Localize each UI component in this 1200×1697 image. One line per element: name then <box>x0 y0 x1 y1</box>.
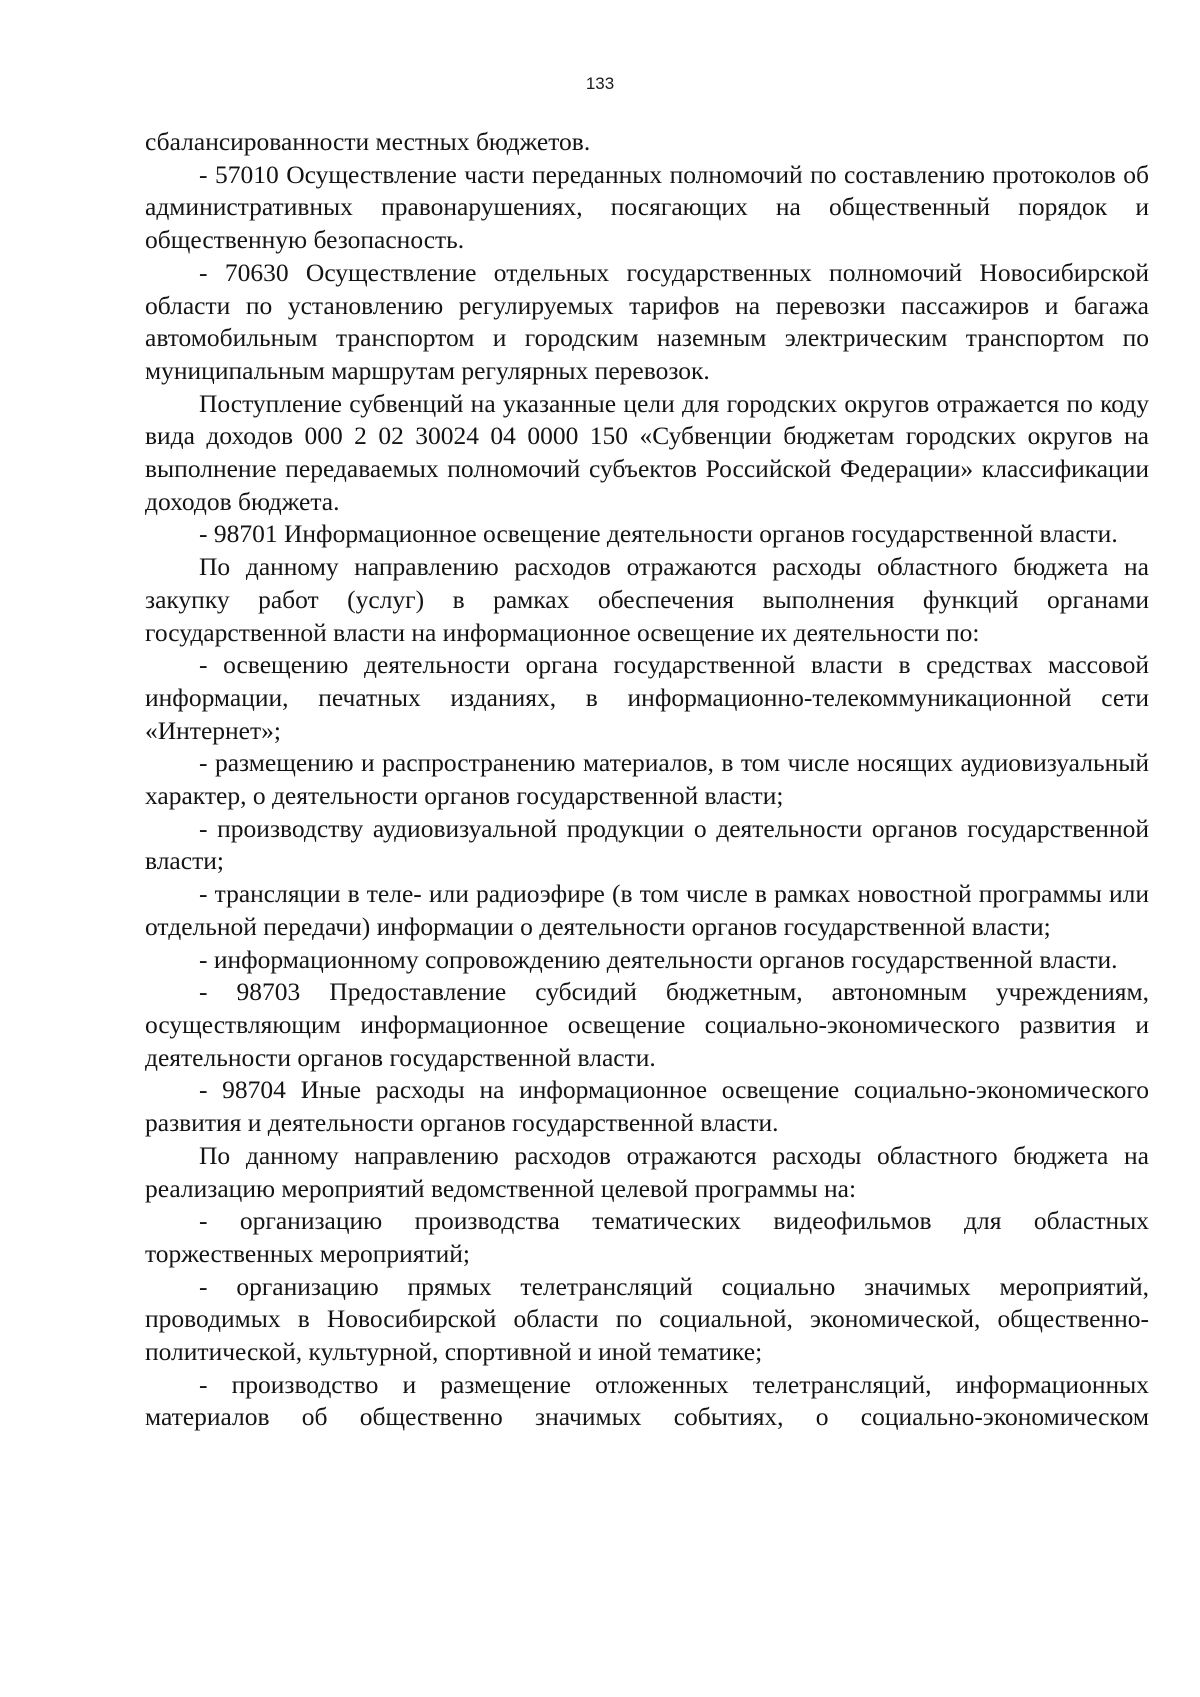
list-item-materials-distribution: - размещению и распространению материалов, в том числе носящих аудиовизуальный характер, о деятельности органов государственной власти; <box>145 748 1149 811</box>
document-body <box>145 126 1149 1434</box>
paragraph-continuation: сбалансированности местных бюджетов. <box>145 127 591 156</box>
paragraph-98701-description: По данному направлению расходов отражаются расходы областного бюджета на закупку работ (услуг) в рамках обеспечения выполнения функций органами государственной власти на информационное освещение их деятельности по: <box>145 552 1149 647</box>
paragraph-98704-description: По данному направлению расходов отражаются расходы областного бюджета на реализацию мероприятий ведомственной целевой программы на: <box>145 1140 1149 1203</box>
list-item-deferred-broadcasts: - производство и размещение отложенных телетрансляций, информационных материалов об общественно значимых событиях, о социально-экономическом <box>145 1369 1149 1432</box>
list-item-broadcasting: - трансляции в теле- или радиоэфире (в том числе в рамках новостной программы или отдельной передачи) информации о деятельности органов государственной власти; <box>145 879 1149 941</box>
list-item-thematic-films: - организацию производства тематических видеофильмов для областных торжественных мероприятий; <box>145 1206 1149 1268</box>
list-item-audiovisual-production: - производству аудиовизуальной продукции о деятельности органов государственной власти; <box>145 813 1149 876</box>
page-number: 133 <box>585 74 615 93</box>
paragraph-item-98704: - 98704 Иные расходы на информационное освещение социально-экономического развития и деятельности органов государственной власти. <box>145 1075 1149 1138</box>
list-item-media-coverage: - освещению деятельности органа государственной власти в средствах массовой информации, печатных изданиях, в информационно-телекоммуникационной сети «Интернет»; <box>145 650 1149 745</box>
list-item-live-broadcasts: - организацию прямых телетрансляций социально значимых мероприятий, проводимых в Новосибирской области по социальной, экономической, общественно-политической, культурной, спортивной и иной тематике; <box>145 1271 1149 1367</box>
list-item-information-support: - информационному сопровождению деятельности органов государственной власти. <box>199 944 1118 974</box>
paragraph-item-98701: - 98701 Информационное освещение деятельности органов государственной власти. <box>199 519 1118 549</box>
paragraph-subvention-revenue: Поступление субвенций на указанные цели для городских округов отражается по коду вида доходов 000 2 02 30024 04 0000 150 «Субвенции бюджетам городских округов на выполнение передаваемых полномочий субъектов Российской Федерации» классификации доходов бюджета. <box>145 388 1149 516</box>
paragraph-item-98703: - 98703 Предоставление субсидий бюджетным, автономным учреждениям, осуществляющим информационное освещение социально-экономического развития и деятельности органов государственной власти. <box>145 977 1149 1072</box>
paragraph-item-57010: - 57010 Осуществление части переданных полномочий по составлению протоколов об административных правонарушениях, посягающих на общественный порядок и общественную безопасность. <box>145 159 1149 255</box>
paragraph-item-70630: - 70630 Осуществление отдельных государственных полномочий Новосибирской области по установлению регулируемых тарифов на перевозки пассажиров и багажа автомобильным транспортом и городским наземным электрическим транспортом по муниципальным маршрутам регулярных перевозок. <box>145 257 1149 385</box>
